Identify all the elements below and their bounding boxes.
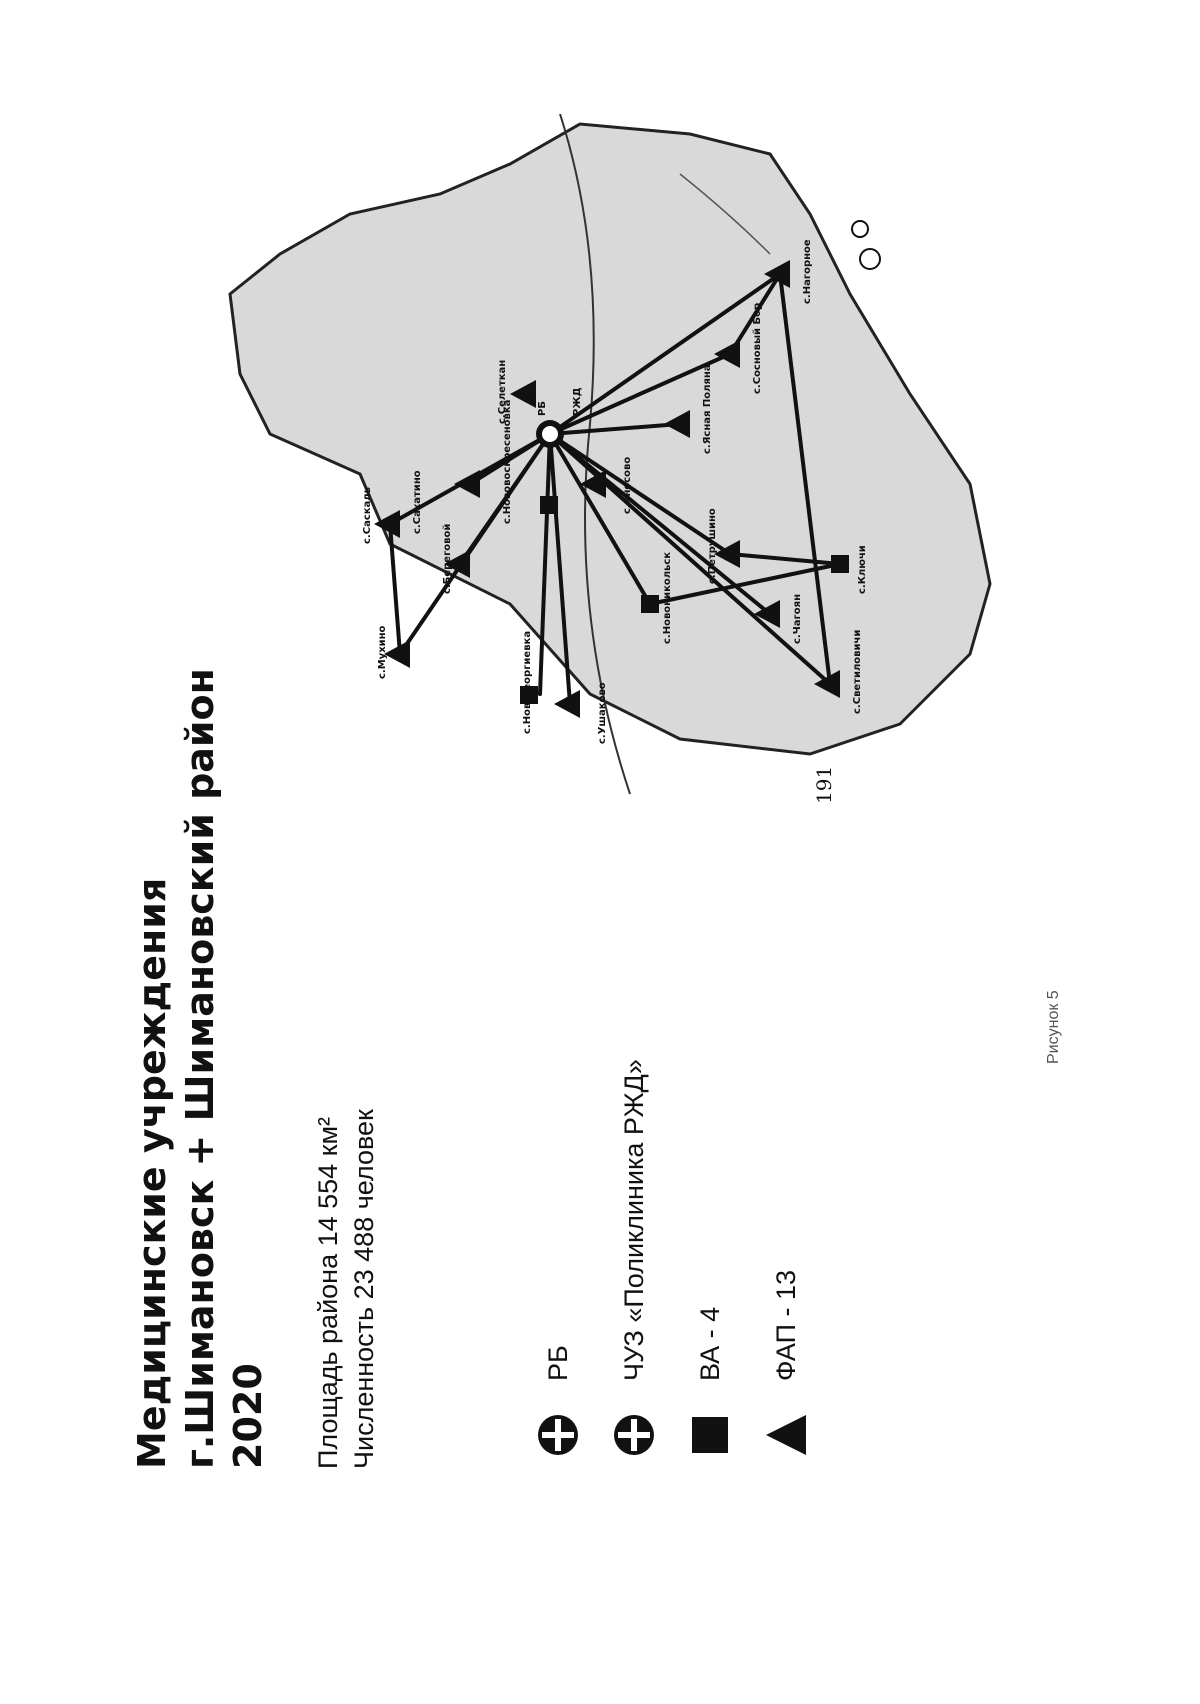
legend-label: ЧУЗ «Поликлиника РЖД» xyxy=(618,1059,649,1381)
legend-label: ФАП - 13 xyxy=(770,1269,801,1381)
settlement-label: с.Береговой xyxy=(442,523,453,594)
settlement-label: с.Новоникольск xyxy=(662,551,673,644)
legend-item-fap xyxy=(748,1059,824,1459)
hub-label: РБ xyxy=(537,401,548,416)
settlement-label: с.Ключи xyxy=(857,545,868,594)
settlement-label: с.Сахатино xyxy=(412,470,423,534)
settlement-label: с.Светиловичи xyxy=(852,629,863,714)
settlement-label: с.Чагоян xyxy=(792,594,803,644)
legend-item-rzhd xyxy=(596,1059,672,1459)
population-stat: Численность 23 488 человек xyxy=(349,1109,379,1469)
settlement-label: с.Аносово xyxy=(622,456,633,514)
hub-rb xyxy=(536,420,564,448)
hub-secondary xyxy=(852,221,880,269)
circle-cross-icon xyxy=(534,1411,582,1459)
settlement-label: с.Саскаль xyxy=(362,487,373,544)
district-stats xyxy=(310,1109,382,1469)
figure-caption: Рисунок 5 xyxy=(1045,990,1062,1064)
va-marker xyxy=(831,555,849,573)
title-line-2: г.Шимановск + Шимановский район xyxy=(178,668,222,1469)
district-boundary xyxy=(230,124,990,754)
square-icon xyxy=(686,1411,734,1459)
settlement-label: с.Петрушино xyxy=(707,508,718,584)
page-number: 191 xyxy=(812,765,836,804)
legend-item-rb xyxy=(520,1059,596,1459)
circle-cross-icon xyxy=(610,1411,658,1459)
settlement-label: с.Мухино xyxy=(377,625,388,679)
settlement-label: с.Новогеоргиевка xyxy=(522,630,533,734)
hub-label: РЖД xyxy=(572,387,583,416)
settlement-label: с.Нагорное xyxy=(802,239,813,304)
title-line-3: 2020 xyxy=(226,1363,270,1469)
settlement-label: с.Селеткан xyxy=(497,359,508,424)
legend-label: ВА - 4 xyxy=(694,1306,725,1381)
fap-marker xyxy=(554,690,580,718)
settlement-label: с.Ушаково xyxy=(597,682,608,744)
triangle-icon xyxy=(762,1411,810,1459)
district-map xyxy=(210,114,1000,814)
legend-label: РБ xyxy=(542,1345,573,1381)
title-line-1: Медицинские учреждения xyxy=(130,877,174,1469)
legend xyxy=(520,1059,824,1459)
settlement-label: с.Сосновый Бор xyxy=(752,302,763,394)
area-stat: Площадь района 14 554 км² xyxy=(313,1116,343,1469)
va-marker xyxy=(641,595,659,613)
settlement-label: с.Ясная Поляна xyxy=(702,364,713,454)
legend-item-va xyxy=(672,1059,748,1459)
settlement-label: с.Нововоскресеновка xyxy=(502,399,513,524)
va-marker xyxy=(540,496,558,514)
